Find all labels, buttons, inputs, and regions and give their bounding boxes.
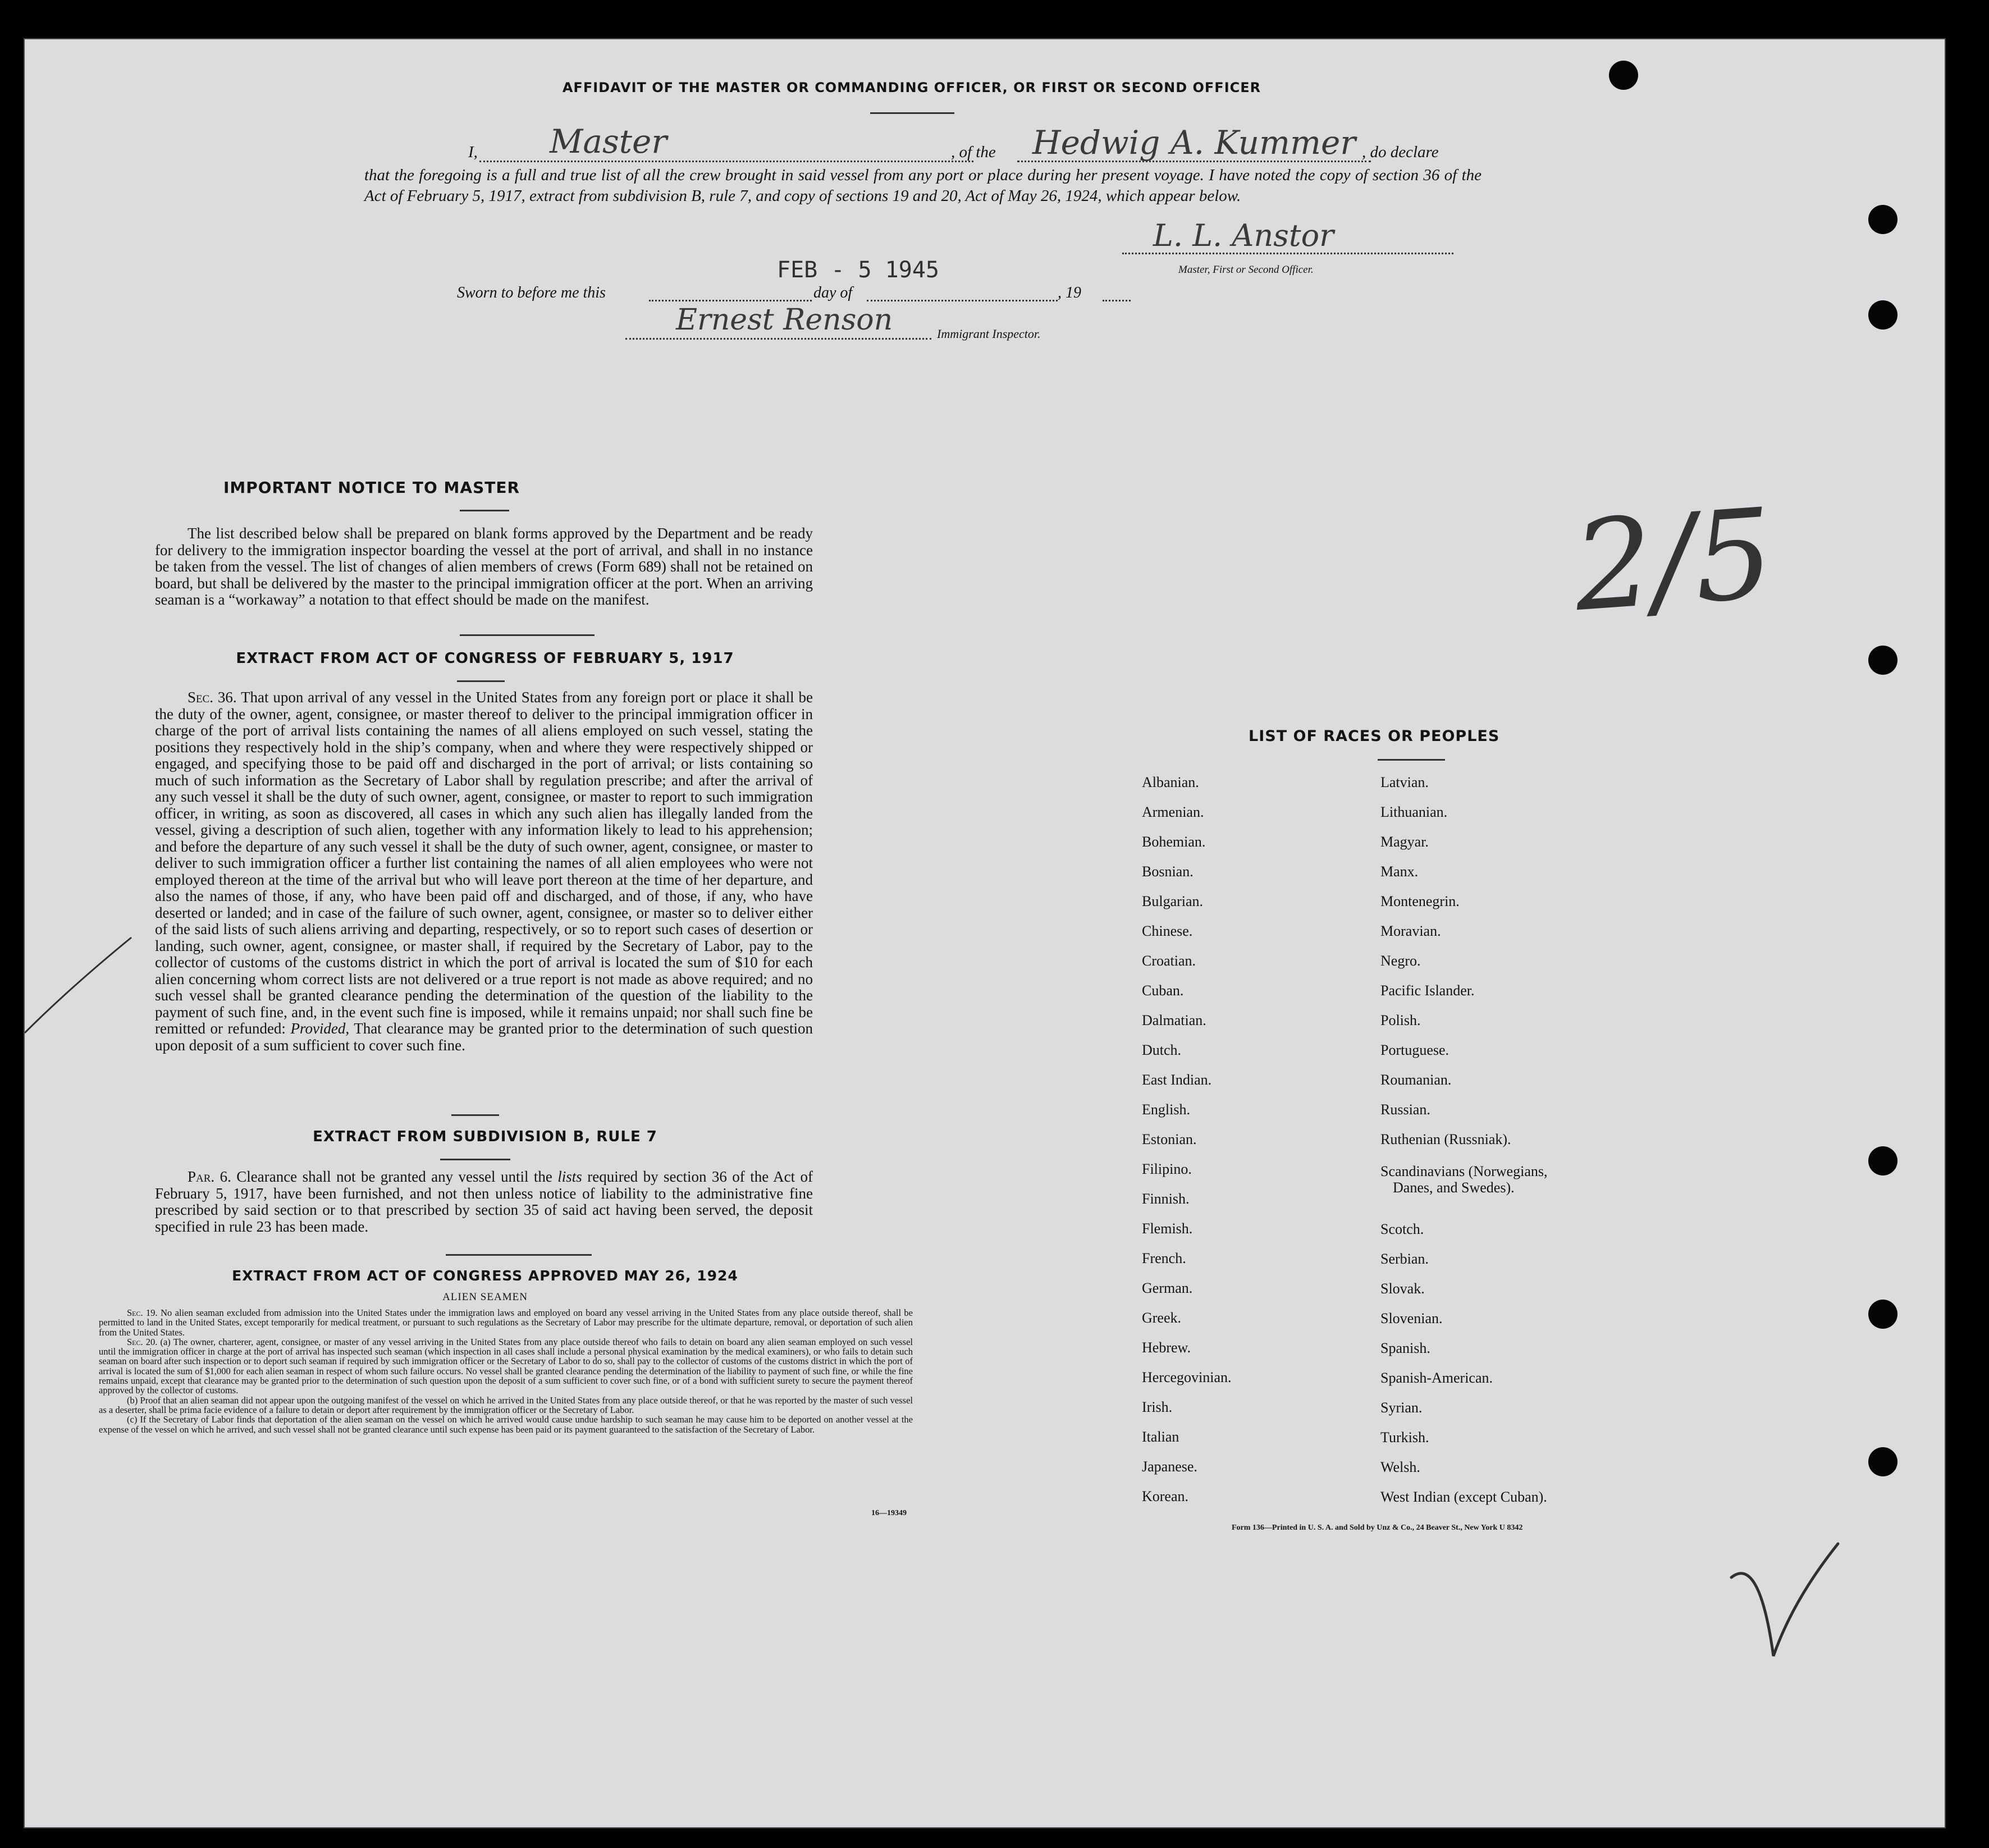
section-20-label: Sec. 20.	[127, 1336, 158, 1347]
affidavit-declare: , do declare	[1362, 143, 1439, 161]
margin-note-handwriting: 2/5	[1569, 481, 1778, 639]
divider	[446, 1254, 592, 1256]
rule7-title: EXTRACT FROM SUBDIVISION B, RULE 7	[313, 1128, 657, 1145]
race-entry: Chinese.	[1142, 923, 1193, 939]
signature-label: Master, First or Second Officer.	[1178, 264, 1314, 276]
race-entry: Bulgarian.	[1142, 893, 1204, 909]
race-entry: Hercegovinian.	[1142, 1369, 1232, 1385]
extract-1917-title: EXTRACT FROM ACT OF CONGRESS OF FEBRUARY 5, 1917	[236, 650, 734, 667]
races-left-column	[1142, 767, 1232, 1511]
inspector-label: Immigrant Inspector.	[937, 327, 1041, 341]
par6-label: Par. 6.	[188, 1168, 231, 1185]
race-entry: Dutch.	[1142, 1042, 1182, 1058]
race-entry: Negro.	[1380, 953, 1421, 969]
race-entry: Hebrew.	[1142, 1339, 1191, 1356]
race-entry: Korean.	[1142, 1488, 1189, 1504]
vessel-name-handwriting: Hedwig A. Kummer	[1032, 123, 1356, 162]
race-entry: Latvian.	[1380, 774, 1429, 790]
lists-word: lists	[557, 1168, 582, 1185]
extract-1924-body	[99, 1308, 913, 1434]
race-entry: English.	[1142, 1101, 1190, 1118]
blank-line	[1103, 293, 1131, 301]
race-entry: Syrian.	[1380, 1399, 1423, 1416]
races-right-column-a	[1380, 767, 1511, 1154]
race-entry: Estonian.	[1142, 1131, 1197, 1147]
punch-hole-icon	[1868, 1146, 1897, 1175]
divider	[440, 1159, 510, 1160]
race-entry: French.	[1142, 1250, 1186, 1266]
race-entry: West Indian (except Cuban).	[1380, 1489, 1547, 1505]
master-handwriting: Master	[550, 122, 667, 161]
extract-1924-title: EXTRACT FROM ACT OF CONGRESS APPROVED MAY 26, 1924	[232, 1268, 738, 1284]
race-entry: Filipino.	[1142, 1161, 1192, 1177]
form-footer: Form 136—Printed in U. S. A. and Sold by Unz & Co., 24 Beaver St., New York U 8342	[1232, 1524, 1523, 1532]
section-20b-paragraph: (b) Proof that an alien seaman did not appear upon the outgoing manifest of the vessel on which he arrived in the United States from any place outside thereof, or that he was reported by the master of such vessel as a deserter, shall be prima facie evidence of a failure to detain or deport after requirement by the immigration officer or the Secretary of Labor.	[99, 1394, 913, 1415]
rule7-text-b: required by section 36 of the Act of February 5, 1917, have been furnished, and not then unless notice of liability to the administrative fine prescribed by said section or to that prescribed by section 35 of said act having been served, the deposit specified in rule 23 has been made.	[155, 1168, 813, 1235]
divider	[451, 1114, 499, 1116]
punch-hole-icon	[1609, 61, 1638, 90]
notice-title: IMPORTANT NOTICE TO MASTER	[223, 478, 520, 497]
race-entry: Cuban.	[1142, 982, 1184, 999]
race-entry: East Indian.	[1142, 1072, 1212, 1088]
alien-seamen-subtitle: ALIEN SEAMEN	[442, 1291, 528, 1303]
divider	[460, 634, 595, 636]
punch-hole-icon	[1868, 1447, 1897, 1476]
race-entry: Russian.	[1380, 1101, 1430, 1118]
race-entry: Slovenian.	[1380, 1310, 1443, 1326]
section-19-text: No alien seaman excluded from admission into the United States under the immigration laws and employed on board any vessel arriving in the United States from any place outside thereof, shall be permitted to land in the United States, except temporarily for medical treatment, or pursuant to such regulations as the Secretary of Labor may prescribe for the ultimate departure, removal, or deportation of such alien from the United States.	[99, 1307, 913, 1338]
master-signature-handwriting: L. L. Anstor	[1153, 218, 1334, 253]
affidavit-line1-prefix: I,	[468, 143, 478, 161]
race-entry: Ruthenian (Russniak).	[1380, 1131, 1511, 1147]
punch-hole-icon	[1868, 205, 1897, 234]
inspector-signature-handwriting: Ernest Renson	[676, 303, 893, 337]
check-mark-icon	[1726, 1533, 1849, 1678]
race-entry: Serbian.	[1380, 1251, 1429, 1267]
section-20a-paragraph	[99, 1337, 913, 1396]
race-entry: Italian	[1142, 1429, 1179, 1445]
divider	[1378, 759, 1445, 761]
race-entry: Flemish.	[1142, 1220, 1193, 1237]
race-entry: Slovak.	[1380, 1280, 1425, 1297]
form-page	[24, 38, 1946, 1828]
race-entry: Pacific Islander.	[1380, 982, 1475, 999]
race-entry: Montenegrin.	[1380, 893, 1460, 909]
race-entry: Spanish-American.	[1380, 1370, 1493, 1386]
race-entry: Croatian.	[1142, 953, 1196, 969]
race-entry: Albanian.	[1142, 774, 1199, 790]
blank-line	[867, 293, 1058, 301]
margin-tick-icon	[25, 926, 137, 1039]
race-entry: Armenian.	[1142, 804, 1204, 820]
notice-body: The list described below shall be prepared on blank forms approved by the Department and be ready for delivery to the immigration inspector boarding the vessel at the port of arrival, and shall in no instance be taken from the vessel. The list of changes of alien members of crews (Form 689) shall not be retained on board, but shall be delivered by the master to the principal immigration officer at the port. When an arriving seaman is a “workaway” a notation to that effect should be made on the manifest.	[155, 525, 813, 608]
race-entry: Bohemian.	[1142, 834, 1206, 850]
race-entry: Scotch.	[1380, 1221, 1424, 1237]
sworn-day: day of	[813, 284, 853, 301]
divider	[457, 680, 505, 682]
provided-word: Provided,	[290, 1020, 350, 1037]
affidavit-body: that the foregoing is a full and true list of all the crew brought in said vessel from any port or place during her present voyage. I have noted the copy of section 36 of the Act of February 5, 1917, extract from subdivision B, rule 7, and copy of sections 19 and 20, Act of May 26, 1924, which appear below.	[364, 166, 1482, 205]
extract-1917-body	[155, 689, 813, 1054]
race-entry: Dalmatian.	[1142, 1012, 1206, 1028]
sworn-prefix: Sworn to before me this	[457, 284, 606, 301]
race-entry: Greek.	[1142, 1310, 1182, 1326]
blank-line	[649, 293, 812, 301]
race-entry: Bosnian.	[1142, 863, 1194, 880]
section-20c-paragraph: (c) If the Secretary of Labor finds that deportation of the alien seaman on the vessel on which he arrived would cause undue hardship to such seaman he may cause him to be deported on another vessel at the expense of the vessel on which he arrived, and such vessel shall not be granted clearance until such expense has been paid or its payment guaranteed to the satisfaction of the Secretary of Labor.	[99, 1414, 913, 1435]
race-entry: Moravian.	[1380, 923, 1441, 939]
scandinavians-line2: Danes, and Swedes).	[1393, 1179, 1515, 1196]
scandinavians-entry	[1380, 1163, 1547, 1196]
race-entry: Spanish.	[1380, 1340, 1430, 1356]
race-entry: Magyar.	[1380, 834, 1429, 850]
section-20a-text: (a) The owner, charterer, agent, consignee, or master of any vessel arriving in the United States from any place outside thereof who fails to detain on board any alien seaman employed on such vessel until the immigration officer in charge at the port of arrival has inspected such seaman (which inspection in all cases shall include a personal physical examination by the medical examiners), or who fails to detain such seaman on board after such inspection or to deport such seaman if required by such immigration officer or the Secretary of Labor to do so, shall pay to the collector of customs of the customs district in which the port of arrival is located the sum of $1,000 for each alien seaman in respect of whom such failure occurs. No vessel shall be granted clearance pending the determination of the liability to payment of such fine, or while the fine remains unpaid, except that clearance may be granted prior to the determination of such question upon the deposit of a sum sufficient to cover such fine, or of a bond with sufficient surety to secure the payment thereof approved by the collector of customs.	[99, 1336, 913, 1396]
affidavit-title: AFFIDAVIT OF THE MASTER OR COMMANDING OFFICER, OR FIRST OR SECOND OFFICER	[562, 80, 1261, 95]
race-entry: Irish.	[1142, 1399, 1173, 1415]
race-entry: Turkish.	[1380, 1429, 1429, 1446]
race-entry: Lithuanian.	[1380, 804, 1448, 820]
race-entry: Portuguese.	[1380, 1042, 1450, 1058]
race-entry: Welsh.	[1380, 1459, 1420, 1475]
section-36-text: That upon arrival of any vessel in the United States from any foreign port or place it shall be the duty of the owner, agent, consignee, or master thereof to deliver to the principal immigration officer in charge of the port of arrival lists containing the names of all aliens employed on such vessel, stating the positions they respectively hold in the ship’s company, when and where they were respectively shipped or engaged, and specifying those to be paid off and discharged in the port of arrival; or lists containing so much of such information as the Secretary of Labor shall by regulation prescribe; and after the arrival of any such vessel it shall be the duty of such owner, agent, consignee, or master to report to such immigration officer, in writing, as soon as discovered, all cases in which any such alien has illegally landed from the vessel, giving a description of such alien, together with any information likely to lead to his apprehension; and before the departure of any such vessel it shall be the duty of such owner, agent, consignee, or master to deliver to such immigration officer a further list containing the names of all alien employees who were not employed thereon at the time of the arrival but who will leave port thereon at the time of her departure, and also the names of those, if any, who have been paid off and discharged, and of those, if any, who have deserted or landed; and in case of the failure of such owner, agent, consignee, or master so to deliver either of the said lists of such aliens arriving and departing, respectively, or so to report such cases of desertion or landing, such owner, agent, consignee, or master shall, if required by the Secretary of Labor, pay to the collector of customs of the customs district in which the port of arrival is located the sum of $10 for each alien concerning whom correct lists are not delivered or a true report is not made as above required; and no such vessel shall be granted clearance pending the determination of the question of the liability to the payment of such fine, and, in the event such fine is imposed, while it remains unpaid; nor shall such fine be remitted or refunded:	[155, 689, 813, 1037]
rule7-body	[155, 1169, 813, 1235]
sworn-year: , 19	[1058, 284, 1081, 301]
race-entry: German.	[1142, 1280, 1193, 1296]
punch-hole-icon	[1868, 1300, 1897, 1329]
race-entry: Japanese.	[1142, 1458, 1197, 1475]
race-entry: Polish.	[1380, 1012, 1421, 1028]
section-19-label: Sec. 19.	[127, 1307, 158, 1318]
race-entry: Finnish.	[1142, 1191, 1190, 1207]
date-stamp: FEB - 5 1945	[777, 257, 939, 283]
section-19-paragraph	[99, 1308, 913, 1337]
race-entry: Manx.	[1380, 863, 1419, 880]
section-36-label: Sec. 36.	[188, 689, 237, 706]
punch-hole-icon	[1868, 646, 1897, 675]
punch-hole-icon	[1868, 300, 1897, 330]
races-title: LIST OF RACES OR PEOPLES	[1249, 728, 1500, 745]
race-entry: Roumanian.	[1380, 1072, 1452, 1088]
rule7-text-a: Clearance shall not be granted any vessel until the	[236, 1168, 552, 1185]
scandinavians-line1: Scandinavians (Norwegians,	[1380, 1163, 1548, 1179]
section-36-tail: That clearance may be granted prior to the determination of such question upon deposit of a sum sufficient to cover such fine.	[155, 1020, 813, 1054]
races-right-column-b	[1380, 1214, 1547, 1512]
form-code: 16—19349	[871, 1509, 907, 1517]
divider	[870, 112, 954, 114]
affidavit-of-the: , of the	[951, 143, 996, 161]
divider	[460, 510, 509, 511]
